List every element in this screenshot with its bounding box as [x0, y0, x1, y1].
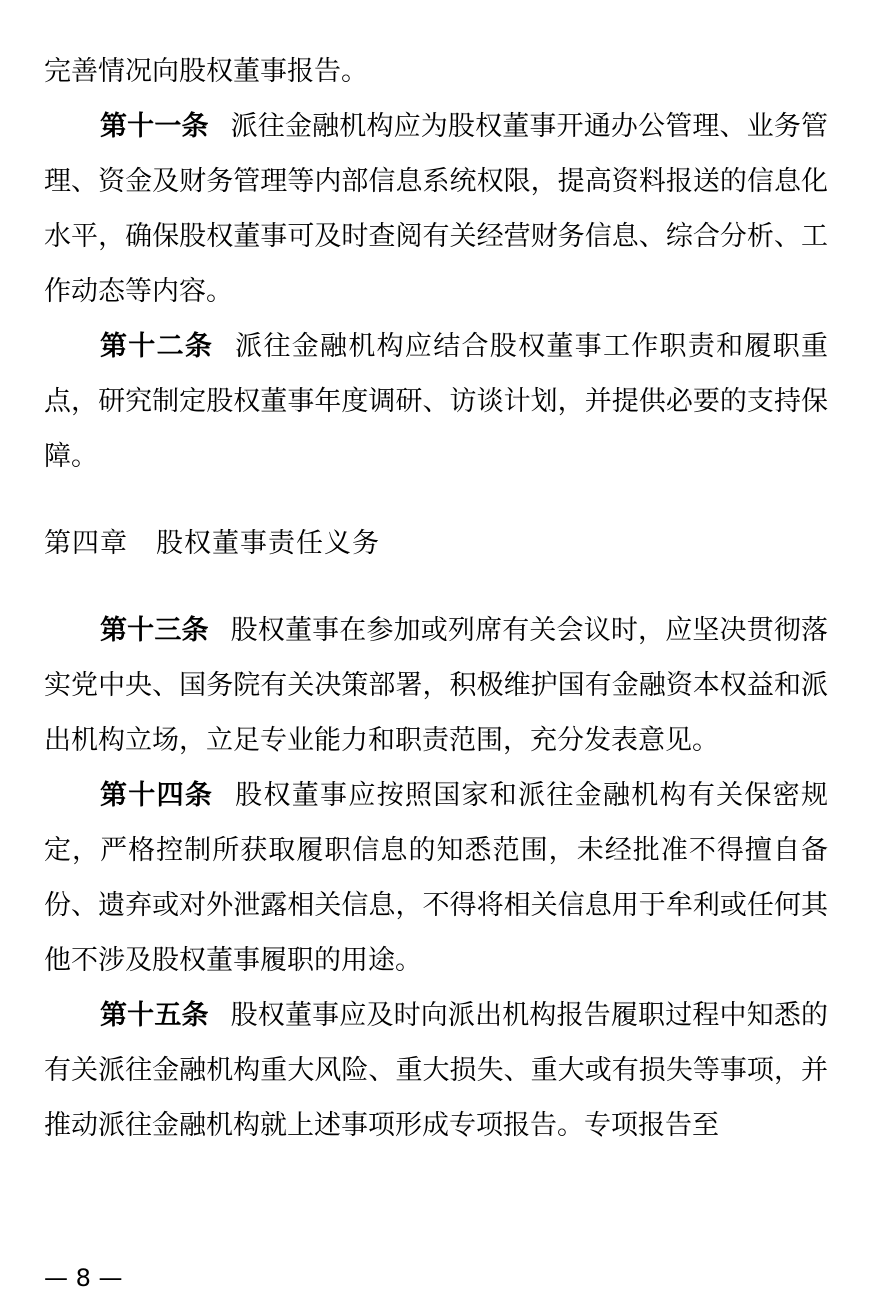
- article-15-label: 第十五条: [100, 1000, 209, 1031]
- body-text: [44, 44, 828, 1153]
- article-11: [44, 99, 828, 319]
- article-11-label: 第十一条: [100, 111, 209, 142]
- article-12-label: 第十二条: [100, 331, 214, 362]
- article-15: [44, 988, 828, 1153]
- article-12-text: 派往金融机构应结合股权董事工作职责和履职重点，研究制定股权董事年度调研、访谈计划，并提供必要的支持保障。: [44, 331, 829, 472]
- paragraph-continuation: 完善情况向股权董事报告。: [44, 56, 368, 87]
- article-13-label: 第十三条: [100, 615, 209, 646]
- chapter-number: 第四章: [44, 528, 128, 559]
- article-14-label: 第十四条: [100, 780, 214, 811]
- article-11-text: 派往金融机构应为股权董事开通办公管理、业务管理、资金及财务管理等内部信息系统权限，提高资料报送的信息化水平，确保股权董事可及时查阅有关经营财务信息、综合分析、工作动态等内容。: [44, 111, 828, 307]
- article-13-text: 股权董事在参加或列席有关会议时，应坚决贯彻落实党中央、国务院有关决策部署，积极维护国有金融资本权益和派出机构立场，立足专业能力和职责范围，充分发表意见。: [44, 615, 828, 756]
- article-13: [44, 603, 828, 768]
- chapter-heading: [44, 516, 828, 571]
- article-12: [44, 319, 828, 484]
- chapter-title: 股权董事责任义务: [156, 528, 380, 559]
- article-14-text: 股权董事应按照国家和派往金融机构有关保密规定，严格控制所获取履职信息的知悉范围，未经批准不得擅自备份、遗弃或对外泄露相关信息，不得将相关信息用于牟利或任何其他不涉及股权董事履职的用途。: [44, 780, 829, 976]
- page-number: — 8 —: [44, 1264, 123, 1292]
- article-15-text: 股权董事应及时向派出机构报告履职过程中知悉的有关派往金融机构重大风险、重大损失、重大或有损失等事项，并推动派往金融机构就上述事项形成专项报告。专项报告至: [44, 1000, 828, 1141]
- article-14: [44, 768, 828, 988]
